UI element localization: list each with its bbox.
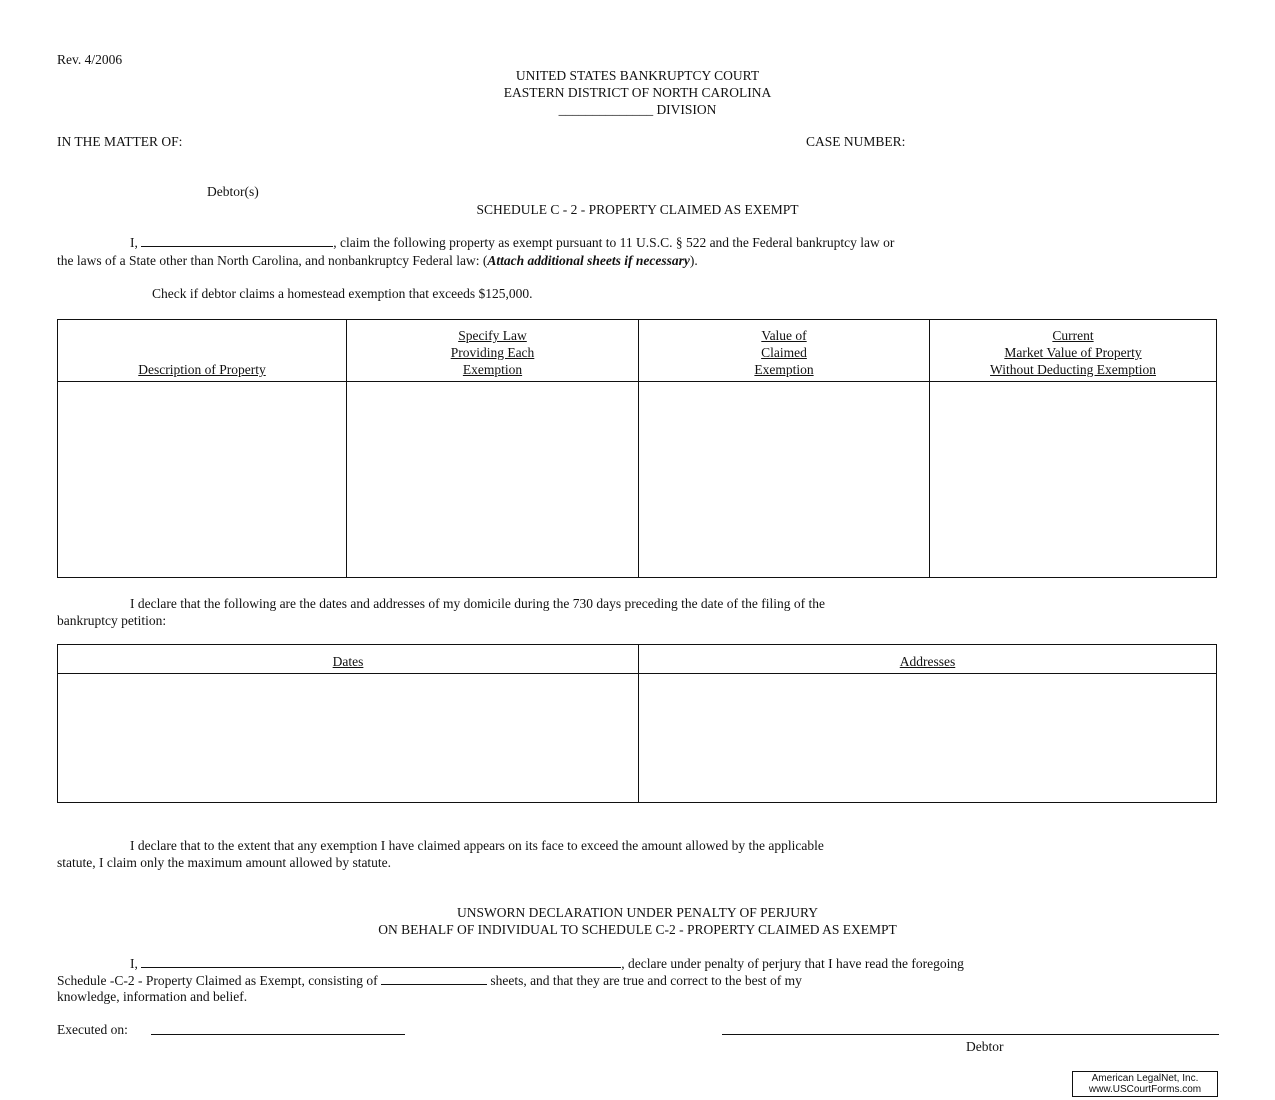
matter-label: IN THE MATTER OF: (57, 134, 183, 149)
col-value-line: Exemption (754, 362, 814, 377)
property-table (57, 319, 1217, 578)
declarant-name-field[interactable] (141, 955, 621, 968)
exceed-line-1: I declare that to the extent that any exemption I have claimed appears on its face to exceed the amount allowed by the applicable (130, 838, 824, 853)
intro-line-1 (130, 234, 894, 251)
revision-label: Rev. 4/2006 (57, 52, 123, 67)
col-value-header (639, 320, 930, 382)
value-cell[interactable] (639, 382, 930, 578)
declaration-title-2: ON BEHALF OF INDIVIDUAL TO SCHEDULE C-2 - PROPERTY CLAIMED AS EXEMPT (378, 922, 897, 937)
intro-emphasis: Attach additional sheets if necessary (487, 253, 690, 268)
exceed-line-2: statute, I claim only the maximum amount allowed by statute. (57, 855, 392, 870)
division-label: DIVISION (656, 102, 717, 117)
market-value-cell[interactable] (930, 382, 1217, 578)
property-table-header (58, 320, 1217, 382)
dates-cell[interactable] (58, 674, 639, 803)
sheet-count-field[interactable] (381, 972, 487, 985)
case-number-label: CASE NUMBER: (806, 134, 906, 149)
col-value-line: Claimed (761, 345, 807, 360)
col-law-header (347, 320, 639, 382)
executed-on-label: Executed on: (57, 1022, 128, 1037)
homestead-check[interactable]: Check if debtor claims a homestead exemption that exceeds $125,000. (152, 286, 533, 301)
schedule-title: SCHEDULE C - 2 - PROPERTY CLAIMED AS EXEMPT (476, 202, 799, 217)
declaration-text-a: , declare under penalty of perjury that I have read the foregoing (621, 956, 964, 971)
domicile-table-header (58, 645, 1217, 674)
intro-text-b: the laws of a State other than North Carolina, and nonbankruptcy Federal law: ( (57, 253, 488, 268)
debtor-signature-label: Debtor (966, 1039, 1004, 1054)
publisher-badge (1072, 1071, 1218, 1097)
col-description-line: Description of Property (138, 362, 266, 377)
publisher-url: www.USCourtForms.com (1088, 1084, 1202, 1095)
domicile-line-1: I declare that the following are the dates and addresses of my domicile during the 730 days preceding the date of the filing of the (130, 596, 826, 611)
col-description-header (58, 320, 347, 382)
col-law-line: Providing Each (450, 345, 535, 360)
declaration-line-3: knowledge, information and belief. (57, 989, 248, 1004)
col-dates-label: Dates (332, 654, 364, 669)
addresses-cell[interactable] (639, 674, 1217, 803)
col-market-line: Without Deducting Exemption (990, 362, 1156, 377)
debtor-label: Debtor(s) (207, 184, 259, 199)
law-cell[interactable] (347, 382, 639, 578)
debtor-signature-field[interactable] (722, 1034, 1219, 1035)
col-market-header (930, 320, 1217, 382)
col-value-line: Value of (761, 328, 807, 343)
domicile-table-row (58, 674, 1217, 803)
property-table-row (58, 382, 1217, 578)
court-name: UNITED STATES BANKRUPTCY COURT (515, 68, 760, 83)
col-law-line: Exemption (462, 362, 523, 377)
description-cell[interactable] (58, 382, 347, 578)
col-addresses-label: Addresses (899, 654, 956, 669)
domicile-line-2: bankruptcy petition: (57, 613, 167, 628)
publisher-name: American LegalNet, Inc. (1091, 1073, 1199, 1084)
col-market-line: Current (1052, 328, 1094, 343)
division-blank[interactable]: ______________ (558, 102, 654, 117)
col-addresses-header (639, 645, 1217, 674)
declaration-line-1 (130, 955, 964, 972)
intro-line-2 (57, 253, 698, 269)
declaration-text-c: sheets, and that they are true and correct to the best of my (490, 973, 802, 988)
intro-text-a: , claim the following property as exempt pursuant to 11 U.S.C. § 522 and the Federal bankruptcy law or (333, 235, 895, 250)
intro-prefix: I, (130, 235, 138, 250)
col-dates-header (58, 645, 639, 674)
domicile-table (57, 644, 1217, 803)
declaration-prefix: I, (130, 956, 138, 971)
col-law-line: Specify Law (458, 328, 527, 343)
declaration-text-b: Schedule -C-2 - Property Claimed as Exempt, consisting of (57, 973, 378, 988)
court-district: EASTERN DISTRICT OF NORTH CAROLINA (503, 85, 772, 100)
col-market-line: Market Value of Property (1004, 345, 1142, 360)
court-division (0, 102, 1275, 118)
debtor-name-field[interactable] (141, 234, 333, 247)
intro-text-c: ). (689, 253, 698, 268)
declaration-title-1: UNSWORN DECLARATION UNDER PENALTY OF PERJURY (457, 905, 818, 920)
executed-on-field[interactable] (151, 1034, 405, 1035)
declaration-line-2 (57, 972, 802, 989)
